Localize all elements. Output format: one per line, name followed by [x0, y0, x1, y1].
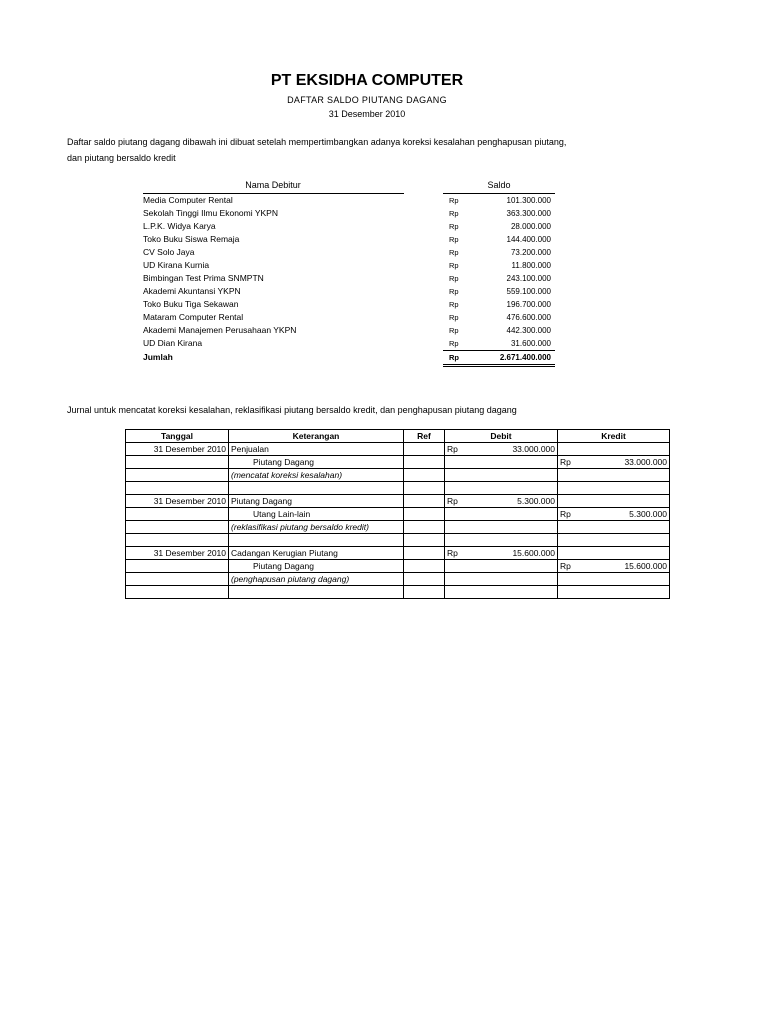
debtor-name: UD Kirana Kurnia: [143, 260, 210, 270]
currency-label: Rp: [560, 508, 571, 519]
currency-label: Rp: [449, 353, 459, 362]
entry-date: [126, 573, 229, 586]
intro-line-1: Daftar saldo piutang dagang dibawah ini dibuat setelah mempertimbangkan adanya koreksi kesalahan penghapusan piutang,: [67, 137, 567, 147]
ref-cell: [404, 573, 445, 586]
credit-cell: [558, 560, 670, 573]
debtor-amount: 31.600.000: [510, 339, 551, 348]
debit-cell: [445, 560, 558, 573]
currency-label: Rp: [449, 326, 459, 335]
col-ref: Ref: [404, 430, 445, 443]
debtor-row: [0, 247, 768, 260]
journal-row: [126, 560, 670, 573]
debtor-name: Mataram Computer Rental: [143, 312, 244, 322]
ref-cell: [404, 560, 445, 573]
intro-line-2: dan piutang bersaldo kredit: [67, 153, 176, 163]
credit-cell: [558, 521, 670, 534]
ref-cell: [404, 443, 445, 456]
currency-label: Rp: [447, 443, 458, 454]
blank-cell: [445, 482, 558, 495]
journal-table: [125, 429, 670, 599]
col-debit: Debit: [445, 430, 558, 443]
debtor-name: Akademi Akuntansi YKPN: [143, 286, 241, 296]
debtor-name: Toko Buku Tiga Sekawan: [143, 299, 239, 309]
total-top-rule: [443, 350, 555, 351]
debit-cell: [445, 495, 558, 508]
debtor-total-row: [0, 352, 768, 365]
col-kredit: Kredit: [558, 430, 670, 443]
blank-cell: [229, 482, 404, 495]
debit-cell: [445, 508, 558, 521]
credit-cell: [558, 547, 670, 560]
debtor-name: UD Dian Kirana: [143, 338, 203, 348]
entry-date: [126, 469, 229, 482]
debtor-row: [0, 234, 768, 247]
debtor-row: [0, 299, 768, 312]
entry-date: [126, 521, 229, 534]
debtor-amount: 11.800.000: [511, 261, 551, 270]
currency-label: Rp: [449, 222, 459, 231]
blank-cell: [126, 586, 229, 599]
currency-label: Rp: [447, 547, 458, 558]
credit-amount: 5.300.000: [629, 508, 667, 519]
blank-cell: [126, 534, 229, 547]
debit-account: Penjualan: [229, 443, 404, 456]
header-underline-saldo: [443, 193, 555, 194]
debtor-name: CV Solo Jaya: [143, 247, 195, 257]
blank-cell: [558, 534, 670, 547]
debit-cell: [445, 573, 558, 586]
blank-cell: [229, 586, 404, 599]
entry-date: [126, 456, 229, 469]
total-amount: 2.671.400.000: [499, 353, 551, 362]
column-header-saldo: Saldo: [487, 180, 511, 190]
ref-cell: [404, 456, 445, 469]
ref-cell: [404, 508, 445, 521]
credit-amount: 33.000.000: [624, 456, 667, 467]
journal-row-blank: [126, 534, 670, 547]
ref-cell: [404, 547, 445, 560]
debtor-amount: 243.100.000: [506, 274, 551, 283]
report-date: 31 Desember 2010: [328, 109, 406, 119]
credit-cell: [558, 495, 670, 508]
blank-cell: [558, 586, 670, 599]
debtor-amount: 73.200.000: [510, 248, 551, 257]
credit-account: Piutang Dagang: [229, 456, 404, 469]
debtor-name: Toko Buku Siswa Remaja: [143, 234, 240, 244]
col-keterangan: Keterangan: [229, 430, 404, 443]
currency-label: Rp: [449, 235, 459, 244]
credit-cell: [558, 469, 670, 482]
debtor-amount: 442.300.000: [506, 326, 551, 335]
currency-label: Rp: [449, 261, 459, 270]
entry-date: 31 Desember 2010: [126, 495, 229, 508]
debtor-amount: 363.300.000: [506, 209, 551, 218]
blank-cell: [558, 482, 670, 495]
debit-cell: [445, 469, 558, 482]
debtor-name: Sekolah Tinggi Ilmu Ekonomi YKPN: [143, 208, 278, 218]
journal-title: Jurnal untuk mencatat koreksi kesalahan, reklasifikasi piutang bersaldo kredit, dan penghapusan piutang dagang: [67, 405, 517, 415]
debit-cell: [445, 456, 558, 469]
journal-row-blank: [126, 586, 670, 599]
credit-account: Utang Lain-lain: [229, 508, 404, 521]
debtor-name: L.P.K. Widya Karya: [143, 221, 216, 231]
journal-row: [126, 495, 670, 508]
blank-cell: [229, 534, 404, 547]
currency-label: Rp: [449, 313, 459, 322]
credit-account: Piutang Dagang: [229, 560, 404, 573]
currency-label: Rp: [560, 456, 571, 467]
currency-label: Rp: [447, 495, 458, 506]
currency-label: Rp: [560, 560, 571, 571]
debtor-row: [0, 260, 768, 273]
entry-note: (penghapusan piutang dagang): [229, 573, 404, 586]
debtor-amount: 101.300.000: [506, 196, 551, 205]
currency-label: Rp: [449, 209, 459, 218]
debtor-row: [0, 338, 768, 351]
entry-date: 31 Desember 2010: [126, 443, 229, 456]
debtor-row: [0, 312, 768, 325]
currency-label: Rp: [449, 196, 459, 205]
total-double-rule-1: [443, 364, 555, 365]
total-label: Jumlah: [143, 352, 173, 362]
currency-label: Rp: [449, 274, 459, 283]
blank-cell: [404, 482, 445, 495]
debtor-amount: 476.600.000: [506, 313, 551, 322]
debit-account: Piutang Dagang: [229, 495, 404, 508]
debit-amount: 15.600.000: [512, 547, 555, 558]
header-underline-name: [143, 193, 404, 194]
report-title: DAFTAR SALDO PIUTANG DAGANG: [287, 95, 447, 105]
company-title: PT EKSIDHA COMPUTER: [270, 72, 464, 89]
credit-cell: [558, 456, 670, 469]
debtor-name: Bimbingan Test Prima SNMPTN: [143, 273, 264, 283]
blank-cell: [445, 534, 558, 547]
entry-date: 31 Desember 2010: [126, 547, 229, 560]
blank-cell: [126, 482, 229, 495]
debit-amount: 5.300.000: [517, 495, 555, 506]
currency-label: Rp: [449, 339, 459, 348]
journal-header-row: [126, 430, 670, 443]
entry-note: (mencatat koreksi kesalahan): [229, 469, 404, 482]
ref-cell: [404, 469, 445, 482]
journal-row-blank: [126, 482, 670, 495]
credit-cell: [558, 573, 670, 586]
entry-note: (reklasifikasi piutang bersaldo kredit): [229, 521, 404, 534]
debit-account: Cadangan Kerugian Piutang: [229, 547, 404, 560]
debtor-row: [0, 273, 768, 286]
intro-paragraph: [67, 134, 687, 166]
journal-row: [126, 456, 670, 469]
debit-cell: [445, 547, 558, 560]
col-tanggal: Tanggal: [126, 430, 229, 443]
debit-cell: [445, 521, 558, 534]
debtor-amount: 559.100.000: [506, 287, 551, 296]
debtor-row: [0, 195, 768, 208]
debtor-row: [0, 325, 768, 338]
debtor-amount: 144.400.000: [506, 235, 551, 244]
credit-amount: 15.600.000: [624, 560, 667, 571]
column-header-nama-debitur: Nama Debitur: [245, 180, 301, 190]
ref-cell: [404, 521, 445, 534]
currency-label: Rp: [449, 287, 459, 296]
journal-row: [126, 508, 670, 521]
debtor-name: Akademi Manajemen Perusahaan YKPN: [143, 325, 297, 335]
journal-row: [126, 469, 670, 482]
journal-row: [126, 573, 670, 586]
debit-amount: 33.000.000: [512, 443, 555, 454]
blank-cell: [404, 534, 445, 547]
debtor-amount: 196.700.000: [506, 300, 551, 309]
entry-date: [126, 508, 229, 521]
currency-label: Rp: [449, 300, 459, 309]
currency-label: Rp: [449, 248, 459, 257]
debtor-name: Media Computer Rental: [143, 195, 233, 205]
journal-row: [126, 443, 670, 456]
credit-cell: [558, 443, 670, 456]
debtor-row: [0, 208, 768, 221]
debit-cell: [445, 443, 558, 456]
total-double-rule-2: [443, 366, 555, 367]
journal-row: [126, 547, 670, 560]
debtor-row: [0, 286, 768, 299]
blank-cell: [445, 586, 558, 599]
blank-cell: [404, 586, 445, 599]
debtor-amount: 28.000.000: [510, 222, 551, 231]
journal-row: [126, 521, 670, 534]
debtor-row: [0, 221, 768, 234]
credit-cell: [558, 508, 670, 521]
entry-date: [126, 560, 229, 573]
ref-cell: [404, 495, 445, 508]
